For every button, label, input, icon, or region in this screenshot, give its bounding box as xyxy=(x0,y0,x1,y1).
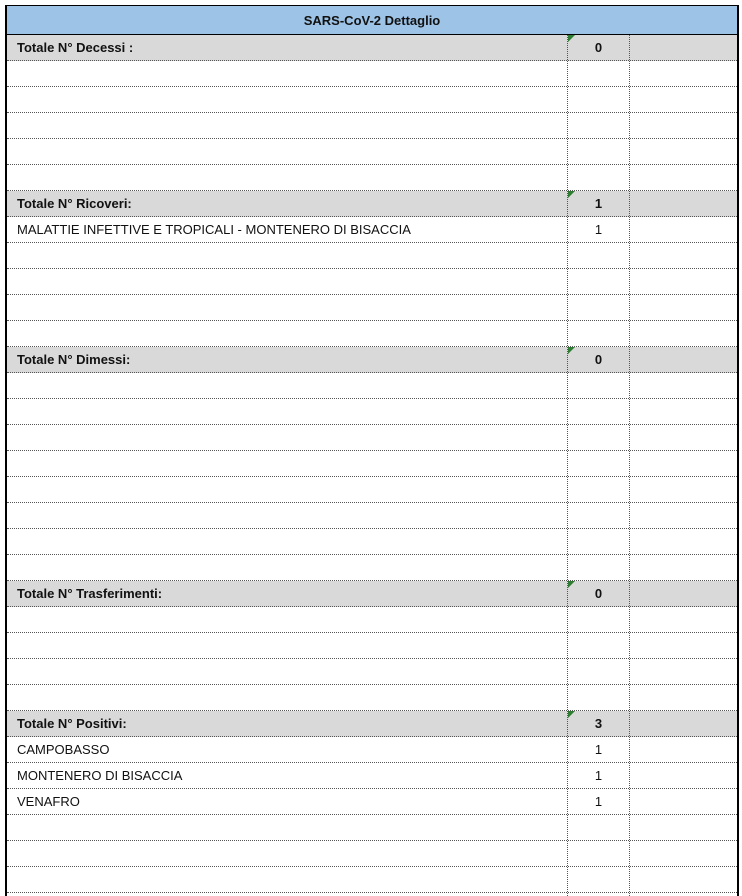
empty-cell[interactable] xyxy=(567,373,629,398)
empty-cell[interactable] xyxy=(567,555,629,580)
empty-cell[interactable] xyxy=(567,451,629,476)
empty-cell[interactable] xyxy=(7,295,567,320)
empty-cell[interactable] xyxy=(7,607,567,632)
empty-cell[interactable] xyxy=(629,555,737,580)
empty-row xyxy=(7,555,737,581)
section-total[interactable]: 1 xyxy=(567,191,629,216)
empty-cell[interactable] xyxy=(567,477,629,502)
empty-cell[interactable] xyxy=(629,451,737,476)
empty-cell[interactable] xyxy=(7,867,567,892)
section-label[interactable]: Totale N° Positivi: xyxy=(17,716,127,731)
empty-row xyxy=(7,477,737,503)
empty-row xyxy=(7,529,737,555)
empty-cell[interactable] xyxy=(629,243,737,268)
cell-error-indicator-icon xyxy=(568,711,575,718)
empty-cell[interactable] xyxy=(629,191,737,216)
empty-cell[interactable] xyxy=(629,165,737,190)
item-label[interactable]: MONTENERO DI BISACCIA xyxy=(17,768,183,783)
cell-error-indicator-icon xyxy=(568,347,575,354)
empty-cell[interactable] xyxy=(7,685,567,710)
empty-row xyxy=(7,165,737,191)
empty-row xyxy=(7,841,737,867)
empty-row xyxy=(7,269,737,295)
empty-row xyxy=(7,61,737,87)
section-label[interactable]: Totale N° Dimessi: xyxy=(17,352,131,367)
empty-cell[interactable] xyxy=(7,113,567,138)
empty-cell[interactable] xyxy=(629,607,737,632)
empty-cell[interactable] xyxy=(629,763,737,788)
empty-cell[interactable] xyxy=(7,373,567,398)
empty-cell[interactable] xyxy=(567,503,629,528)
empty-cell[interactable] xyxy=(7,425,567,450)
empty-cell[interactable] xyxy=(629,217,737,242)
section-total[interactable]: 3 xyxy=(567,711,629,736)
table-row xyxy=(7,737,737,763)
empty-cell[interactable] xyxy=(567,607,629,632)
empty-cell[interactable] xyxy=(629,35,737,60)
empty-row xyxy=(7,295,737,321)
empty-cell[interactable] xyxy=(629,633,737,658)
section-header-row xyxy=(7,35,737,61)
table-row xyxy=(7,217,737,243)
empty-cell[interactable] xyxy=(567,841,629,866)
empty-cell[interactable] xyxy=(7,815,567,840)
empty-row xyxy=(7,659,737,685)
cell-error-indicator-icon xyxy=(568,581,575,588)
empty-cell[interactable] xyxy=(629,659,737,684)
empty-row xyxy=(7,607,737,633)
empty-cell[interactable] xyxy=(7,477,567,502)
table-row xyxy=(7,763,737,789)
section-total[interactable]: 0 xyxy=(567,35,629,60)
empty-row xyxy=(7,113,737,139)
empty-cell[interactable] xyxy=(629,815,737,840)
empty-cell[interactable] xyxy=(567,659,629,684)
empty-cell[interactable] xyxy=(629,113,737,138)
empty-cell[interactable] xyxy=(7,659,567,684)
empty-cell[interactable] xyxy=(629,867,737,892)
empty-cell[interactable] xyxy=(7,399,567,424)
empty-cell[interactable] xyxy=(629,269,737,294)
empty-cell[interactable] xyxy=(567,61,629,86)
section-label[interactable]: Totale N° Trasferimenti: xyxy=(17,586,163,601)
section-total[interactable]: 0 xyxy=(567,347,629,372)
empty-cell[interactable] xyxy=(7,503,567,528)
empty-cell[interactable] xyxy=(629,139,737,164)
empty-cell[interactable] xyxy=(629,841,737,866)
empty-cell[interactable] xyxy=(7,633,567,658)
cell-error-indicator-icon xyxy=(568,191,575,198)
empty-row xyxy=(7,451,737,477)
empty-row xyxy=(7,425,737,451)
empty-row xyxy=(7,87,737,113)
section-label[interactable]: Totale N° Ricoveri: xyxy=(17,196,132,211)
item-label[interactable]: MALATTIE INFETTIVE E TROPICALI - MONTENERO DI BISACCIA xyxy=(17,222,411,237)
item-label[interactable]: VENAFRO xyxy=(17,794,80,809)
empty-cell[interactable] xyxy=(629,477,737,502)
empty-row xyxy=(7,867,737,893)
empty-cell[interactable] xyxy=(567,243,629,268)
empty-cell[interactable] xyxy=(567,399,629,424)
empty-cell[interactable] xyxy=(567,139,629,164)
empty-cell[interactable] xyxy=(629,711,737,736)
empty-cell[interactable] xyxy=(567,633,629,658)
report-rows xyxy=(7,35,737,896)
empty-cell[interactable] xyxy=(567,685,629,710)
item-value[interactable]: 1 xyxy=(567,763,629,788)
empty-row xyxy=(7,399,737,425)
item-value[interactable]: 1 xyxy=(567,737,629,762)
empty-cell[interactable] xyxy=(567,295,629,320)
empty-cell[interactable] xyxy=(567,529,629,554)
empty-cell[interactable] xyxy=(7,87,567,112)
cell-error-indicator-icon xyxy=(568,35,575,42)
empty-cell[interactable] xyxy=(567,425,629,450)
empty-cell[interactable] xyxy=(629,347,737,372)
empty-cell[interactable] xyxy=(7,529,567,554)
empty-cell[interactable] xyxy=(7,165,567,190)
empty-cell[interactable] xyxy=(629,321,737,346)
empty-cell[interactable] xyxy=(7,555,567,580)
empty-cell[interactable] xyxy=(629,581,737,606)
section-total[interactable]: 0 xyxy=(567,581,629,606)
empty-cell[interactable] xyxy=(567,815,629,840)
empty-cell[interactable] xyxy=(629,737,737,762)
empty-cell[interactable] xyxy=(7,841,567,866)
section-header-row xyxy=(7,581,737,607)
empty-row xyxy=(7,685,737,711)
empty-cell[interactable] xyxy=(629,685,737,710)
section-label[interactable]: Totale N° Decessi : xyxy=(17,40,134,55)
item-label[interactable]: CAMPOBASSO xyxy=(17,742,110,757)
empty-cell[interactable] xyxy=(567,321,629,346)
empty-cell[interactable] xyxy=(629,503,737,528)
empty-row xyxy=(7,321,737,347)
empty-cell[interactable] xyxy=(567,113,629,138)
empty-row xyxy=(7,503,737,529)
empty-cell[interactable] xyxy=(7,269,567,294)
empty-row xyxy=(7,815,737,841)
sheet-title: SARS-CoV-2 Dettaglio xyxy=(7,6,737,35)
empty-cell[interactable] xyxy=(629,529,737,554)
empty-cell[interactable] xyxy=(7,451,567,476)
item-value[interactable]: 1 xyxy=(567,217,629,242)
empty-row xyxy=(7,243,737,269)
empty-row xyxy=(7,139,737,165)
section-header-row xyxy=(7,191,737,217)
empty-cell[interactable] xyxy=(629,295,737,320)
empty-cell[interactable] xyxy=(7,139,567,164)
empty-cell[interactable] xyxy=(567,867,629,892)
empty-row xyxy=(7,373,737,399)
empty-cell[interactable] xyxy=(629,61,737,86)
empty-cell[interactable] xyxy=(7,321,567,346)
report-sheet xyxy=(5,5,739,896)
empty-cell[interactable] xyxy=(629,789,737,814)
empty-row xyxy=(7,633,737,659)
empty-cell[interactable] xyxy=(567,165,629,190)
empty-cell[interactable] xyxy=(7,243,567,268)
empty-cell[interactable] xyxy=(567,87,629,112)
table-row xyxy=(7,789,737,815)
empty-cell[interactable] xyxy=(629,425,737,450)
section-header-row xyxy=(7,347,737,373)
empty-cell[interactable] xyxy=(567,269,629,294)
item-value[interactable]: 1 xyxy=(567,789,629,814)
empty-cell[interactable] xyxy=(629,399,737,424)
empty-cell[interactable] xyxy=(7,61,567,86)
empty-cell[interactable] xyxy=(629,87,737,112)
empty-cell[interactable] xyxy=(629,373,737,398)
section-header-row xyxy=(7,711,737,737)
